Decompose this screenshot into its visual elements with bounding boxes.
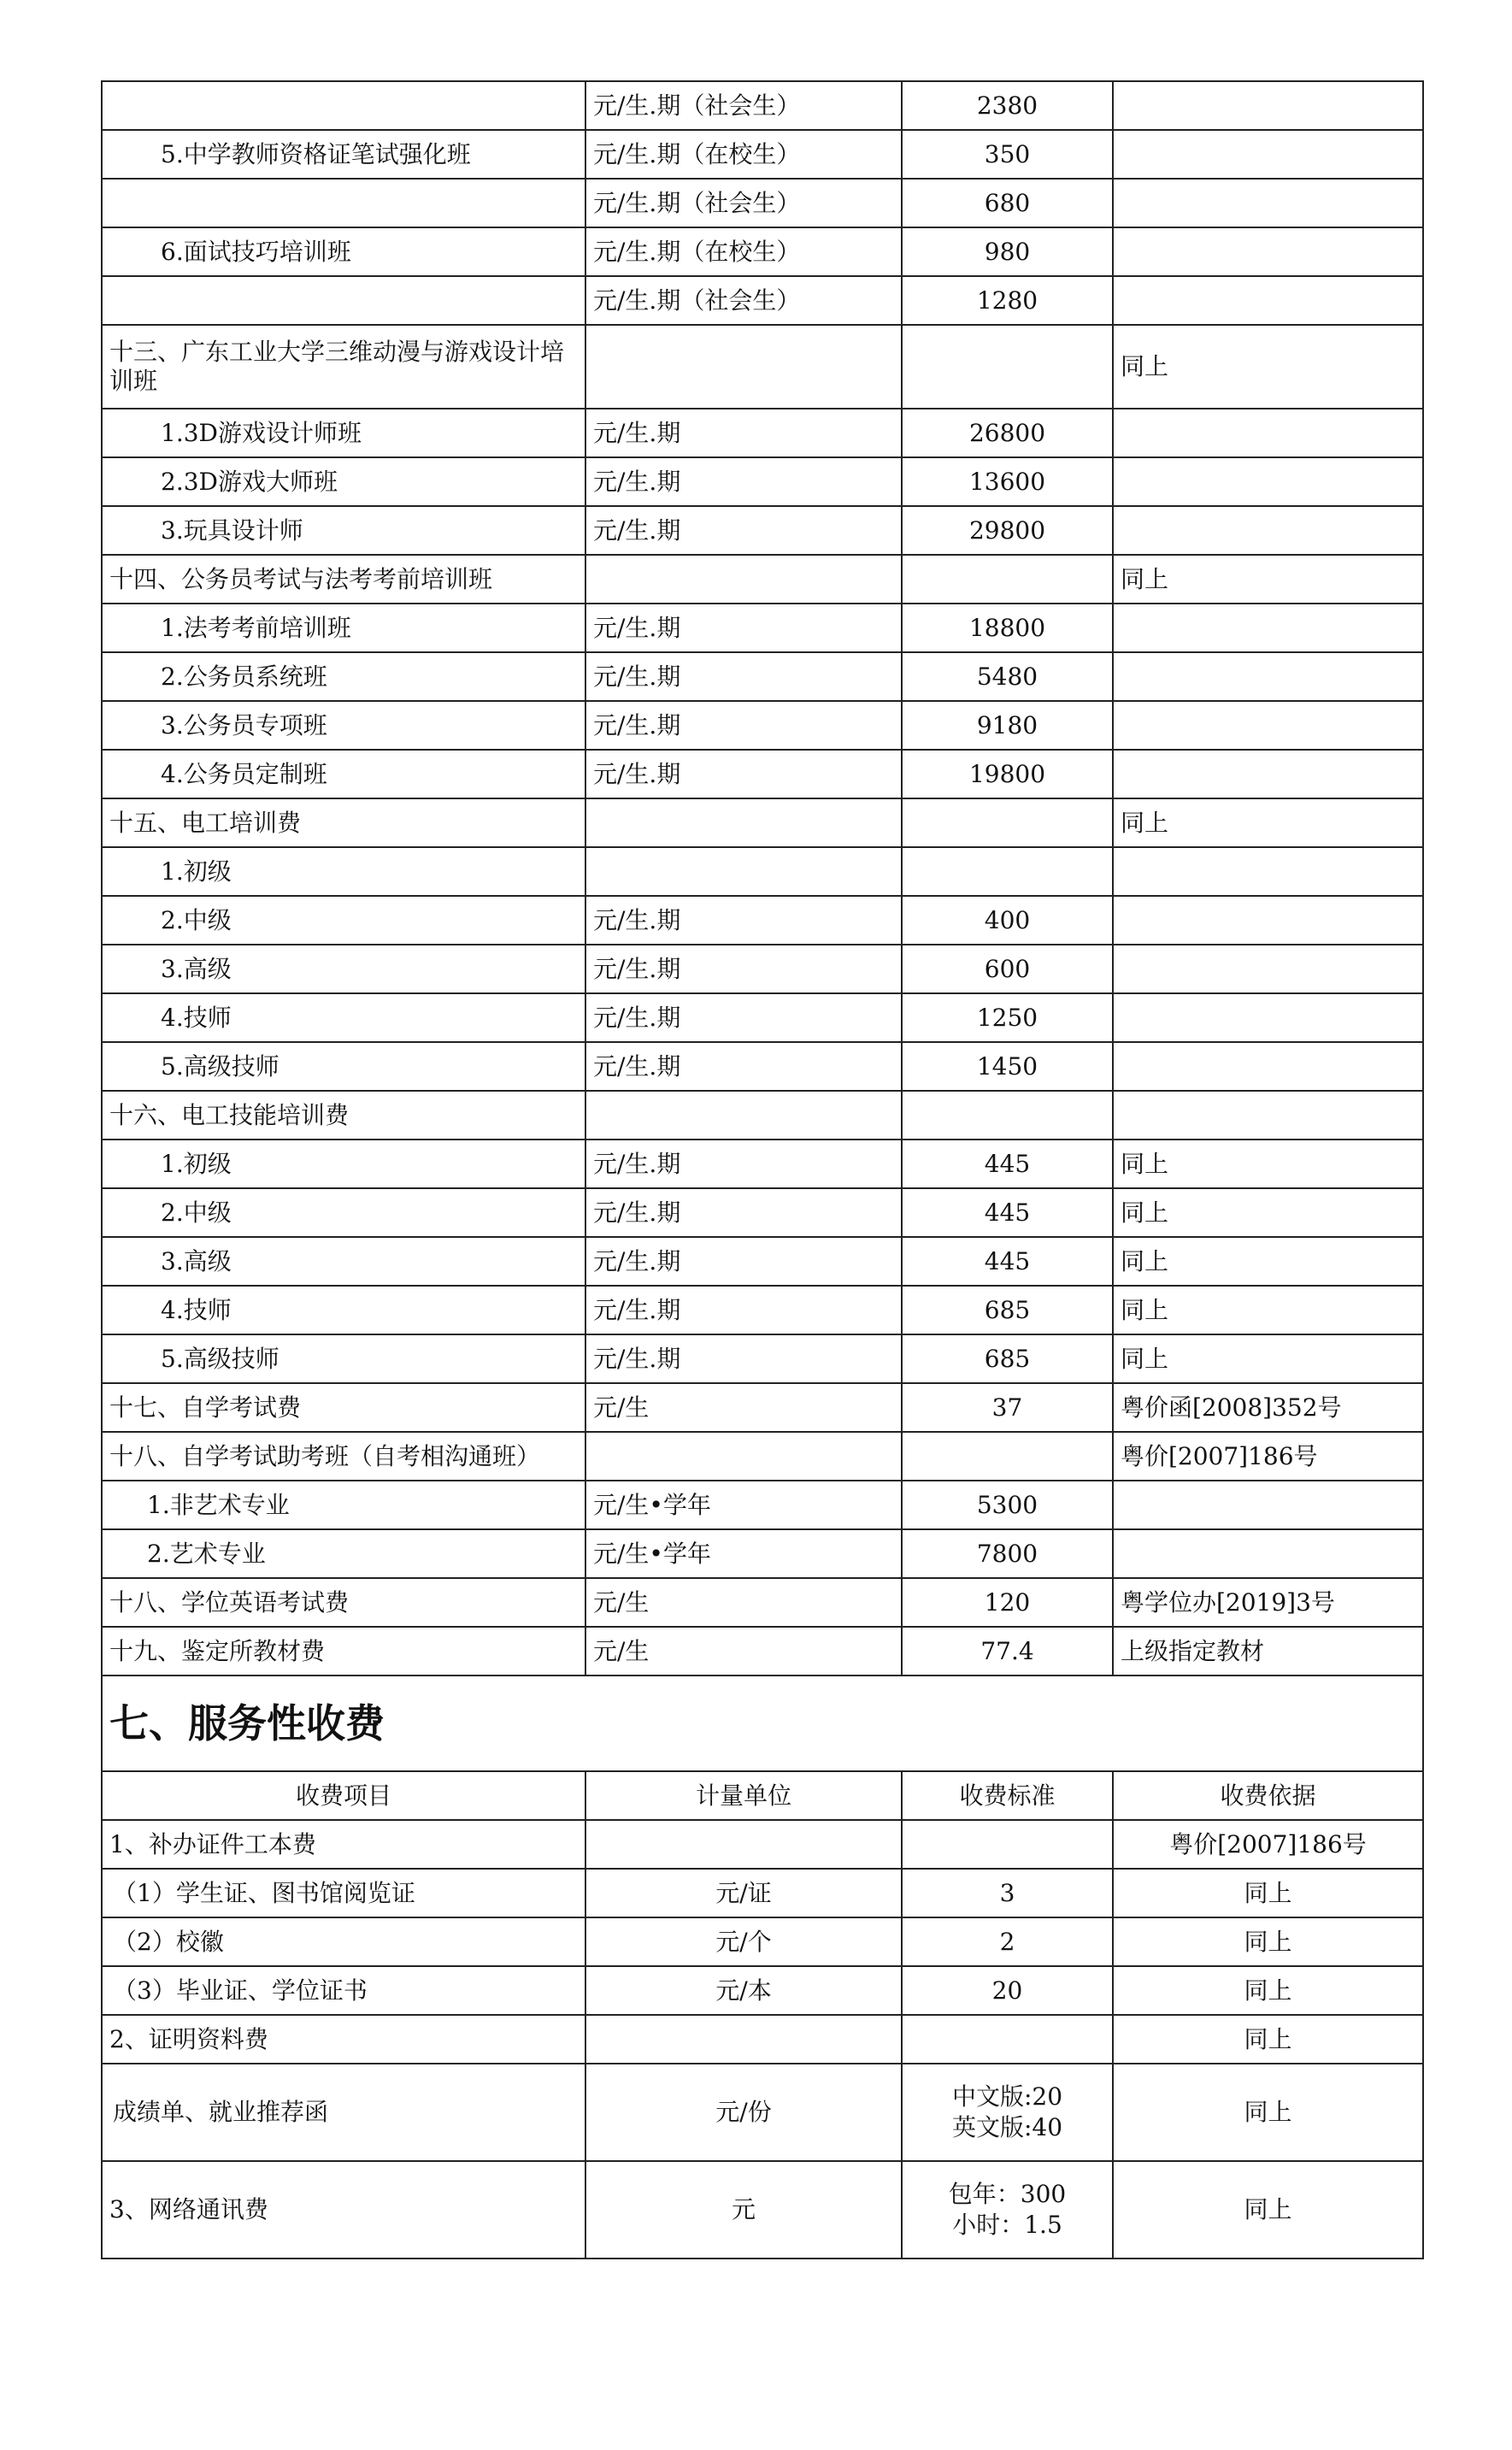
fee-unit: 元/生.期 [585,1286,902,1334]
fee-basis [1113,701,1423,750]
table-row [102,555,1423,604]
fee-item: 十七、自学考试费 [102,1383,585,1432]
fee-unit: 元 [585,2161,902,2259]
fee-unit: 元/生.期 [585,945,902,993]
fee-amount: 1280 [902,276,1113,325]
fee-unit: 元/生.期 [585,1140,902,1188]
fee-amount: 600 [902,945,1113,993]
table-row [102,409,1423,457]
fee-basis: 同上 [1113,2161,1423,2259]
fee-unit: 元/生.期 [585,409,902,457]
fee-basis: 同上 [1113,1966,1423,2015]
fee-amount: 20 [902,1966,1113,2015]
fee-amount: 680 [902,179,1113,227]
fee-amount [902,1432,1113,1481]
fee-amount [902,1091,1113,1140]
fee-unit: 元/生.期 [585,993,902,1042]
fee-unit [585,1091,902,1140]
fee-unit: 元/生•学年 [585,1529,902,1578]
fee-basis [1113,750,1423,798]
fee-item: 3.公务员专项班 [102,701,585,750]
fee-basis: 粤学位办[2019]3号 [1113,1578,1423,1627]
fee-item: 3、网络通讯费 [102,2161,585,2259]
table-row [102,325,1423,409]
fee-basis [1113,130,1423,179]
fee-basis: 粤价[2007]186号 [1113,1820,1423,1869]
fee-item: 5.中学教师资格证笔试强化班 [102,130,585,179]
fee-basis [1113,179,1423,227]
fee-amount: 7800 [902,1529,1113,1578]
fee-unit: 元/本 [585,1966,902,2015]
fee-amount: 445 [902,1237,1113,1286]
fee-unit [585,798,902,847]
fee-amount: 29800 [902,506,1113,555]
fee-item: （2）校徽 [102,1917,585,1966]
fee-amount: 26800 [902,409,1113,457]
fee-amount [902,2015,1113,2064]
fee-amount: 18800 [902,604,1113,652]
fee-amount [902,2161,1113,2259]
column-header-row [102,1771,1423,1820]
fee-unit: 元/生.期 [585,1334,902,1383]
fee-item: 成绩单、就业推荐函 [102,2064,585,2161]
header-unit: 计量单位 [585,1771,902,1820]
fee-unit: 元/个 [585,1917,902,1966]
fee-basis [1113,457,1423,506]
table-row [102,276,1423,325]
fee-item: 十三、广东工业大学三维动漫与游戏设计培训班 [102,325,585,409]
fee-unit [585,1820,902,1869]
table-row [102,1481,1423,1529]
fee-unit: 元/生.期（社会生） [585,179,902,227]
fee-item: 5.高级技师 [102,1042,585,1091]
fee-amount: 13600 [902,457,1113,506]
fee-unit: 元/生.期 [585,604,902,652]
fee-basis [1113,227,1423,276]
fee-basis [1113,847,1423,896]
fee-amount: 685 [902,1286,1113,1334]
fee-item: 2.公务员系统班 [102,652,585,701]
fee-table-top-body [102,81,1423,1676]
fee-unit: 元/生.期（在校生） [585,227,902,276]
fee-line-2: 小时：1.5 [952,2211,1062,2239]
fee-basis: 上级指定教材 [1113,1627,1423,1676]
table-row [102,1578,1423,1627]
section-title: 七、服务性收费 [102,1676,1423,1771]
fee-item: 1、补办证件工本费 [102,1820,585,1869]
fee-item: （1）学生证、图书馆阅览证 [102,1869,585,1917]
fee-unit [585,555,902,604]
fee-unit: 元/生.期 [585,701,902,750]
fee-basis [1113,1091,1423,1140]
fee-item: 3.高级 [102,945,585,993]
service-rows-body [102,1820,1423,2259]
fee-amount: 2380 [902,81,1113,130]
fee-item: 十五、电工培训费 [102,798,585,847]
fee-unit [585,2015,902,2064]
fee-amount [902,847,1113,896]
fee-basis [1113,409,1423,457]
table-row [102,130,1423,179]
table-row [102,1237,1423,1286]
fee-amount: 9180 [902,701,1113,750]
fee-unit: 元/生.期 [585,896,902,945]
table-row [102,750,1423,798]
fee-basis: 同上 [1113,798,1423,847]
table-row [102,1140,1423,1188]
table-row [102,227,1423,276]
fee-line-1: 中文版:20 [951,2082,1063,2111]
fee-unit: 元/生.期（社会生） [585,81,902,130]
table-row [102,1286,1423,1334]
fee-amount: 77.4 [902,1627,1113,1676]
table-row [102,457,1423,506]
fee-amount: 445 [902,1188,1113,1237]
fee-item: 2.中级 [102,896,585,945]
service-section [102,1676,1423,1820]
fee-item: 1.3D游戏设计师班 [102,409,585,457]
fee-unit: 元/生.期 [585,652,902,701]
fee-amount: 5300 [902,1481,1113,1529]
fee-item [102,81,585,130]
fee-item: 4.技师 [102,993,585,1042]
fee-item: （3）毕业证、学位证书 [102,1966,585,2015]
fee-amount: 445 [902,1140,1113,1188]
table-row [102,506,1423,555]
table-row [102,993,1423,1042]
fee-amount [902,325,1113,409]
table-row [102,701,1423,750]
fee-basis: 同上 [1113,1334,1423,1383]
fee-basis [1113,1529,1423,1578]
table-row [102,1820,1423,1869]
fee-basis [1113,81,1423,130]
fee-unit: 元/生 [585,1578,902,1627]
fee-amount [902,555,1113,604]
table-row [102,1529,1423,1578]
fee-unit: 元/生.期（社会生） [585,276,902,325]
fee-basis: 同上 [1113,1869,1423,1917]
table-row [102,798,1423,847]
fee-basis [1113,896,1423,945]
header-basis: 收费依据 [1113,1771,1423,1820]
fee-basis: 同上 [1113,1188,1423,1237]
fee-basis: 粤价[2007]186号 [1113,1432,1423,1481]
table-row [102,81,1423,130]
fee-item: 2.艺术专业 [102,1529,585,1578]
fee-amount: 3 [902,1869,1113,1917]
fee-amount: 400 [902,896,1113,945]
fee-amount: 2 [902,1917,1113,1966]
fee-unit: 元/生.期 [585,750,902,798]
fee-unit [585,1432,902,1481]
fee-basis: 同上 [1113,2064,1423,2161]
fee-line-2: 英文版:40 [951,2113,1063,2141]
table-row [102,1432,1423,1481]
table-row [102,652,1423,701]
fee-item: 4.技师 [102,1286,585,1334]
fee-amount [902,798,1113,847]
fee-basis [1113,993,1423,1042]
table-row [102,1042,1423,1091]
fee-table [101,80,1424,2259]
table-row [102,1091,1423,1140]
fee-item: 1.非艺术专业 [102,1481,585,1529]
fee-amount: 19800 [902,750,1113,798]
fee-basis [1113,652,1423,701]
fee-item: 4.公务员定制班 [102,750,585,798]
fee-basis [1113,276,1423,325]
fee-unit [585,847,902,896]
fee-basis: 同上 [1113,1237,1423,1286]
fee-unit [585,325,902,409]
fee-unit: 元/生.期 [585,457,902,506]
table-row [102,1627,1423,1676]
table-row [102,1966,1423,2015]
fee-amount: 980 [902,227,1113,276]
fee-basis: 同上 [1113,1140,1423,1188]
fee-item: 十六、电工技能培训费 [102,1091,585,1140]
fee-basis: 同上 [1113,1286,1423,1334]
fee-item [102,276,585,325]
section-heading-row [102,1676,1423,1771]
fee-basis: 同上 [1113,1917,1423,1966]
fee-amount: 685 [902,1334,1113,1383]
fee-unit: 元/生.期（在校生） [585,130,902,179]
header-fee: 收费标准 [902,1771,1113,1820]
fee-unit: 元/证 [585,1869,902,1917]
fee-basis: 同上 [1113,325,1423,409]
fee-item: 十八、学位英语考试费 [102,1578,585,1627]
fee-item: 1.法考考前培训班 [102,604,585,652]
fee-item: 3.玩具设计师 [102,506,585,555]
fee-item: 6.面试技巧培训班 [102,227,585,276]
fee-line-1: 包年：300 [948,2180,1067,2208]
fee-basis: 同上 [1113,555,1423,604]
fee-item: 2、证明资料费 [102,2015,585,2064]
fee-unit: 元/生•学年 [585,1481,902,1529]
header-item: 收费项目 [102,1771,585,1820]
fee-amount: 1250 [902,993,1113,1042]
fee-unit: 元/生 [585,1383,902,1432]
fee-item [102,179,585,227]
fee-amount [902,2064,1113,2161]
fee-item: 1.初级 [102,1140,585,1188]
table-row [102,2161,1423,2259]
table-row [102,2064,1423,2161]
fee-amount: 350 [902,130,1113,179]
fee-amount: 5480 [902,652,1113,701]
fee-item: 2.3D游戏大师班 [102,457,585,506]
table-row [102,847,1423,896]
fee-unit: 元/生.期 [585,1042,902,1091]
fee-basis: 粤价函[2008]352号 [1113,1383,1423,1432]
table-row [102,179,1423,227]
fee-basis: 同上 [1113,2015,1423,2064]
fee-item: 1.初级 [102,847,585,896]
fee-unit: 元/生.期 [585,506,902,555]
fee-amount: 120 [902,1578,1113,1627]
fee-amount: 37 [902,1383,1113,1432]
fee-basis [1113,1042,1423,1091]
fee-amount [902,1820,1113,1869]
fee-basis [1113,945,1423,993]
fee-item: 十四、公务员考试与法考考前培训班 [102,555,585,604]
table-row [102,604,1423,652]
fee-basis [1113,604,1423,652]
fee-unit: 元/生 [585,1627,902,1676]
fee-basis [1113,506,1423,555]
fee-item: 3.高级 [102,1237,585,1286]
fee-item: 5.高级技师 [102,1334,585,1383]
fee-item: 十八、自学考试助考班（自考相沟通班） [102,1432,585,1481]
table-row [102,1334,1423,1383]
table-row [102,1917,1423,1966]
fee-basis [1113,1481,1423,1529]
fee-unit: 元/生.期 [585,1237,902,1286]
table-row [102,945,1423,993]
table-row [102,2015,1423,2064]
fee-item: 十九、鉴定所教材费 [102,1627,585,1676]
fee-amount: 1450 [902,1042,1113,1091]
fee-unit: 元/生.期 [585,1188,902,1237]
table-row [102,1869,1423,1917]
table-row [102,1188,1423,1237]
fee-item: 2.中级 [102,1188,585,1237]
table-row [102,1383,1423,1432]
table-row [102,896,1423,945]
fee-unit: 元/份 [585,2064,902,2161]
